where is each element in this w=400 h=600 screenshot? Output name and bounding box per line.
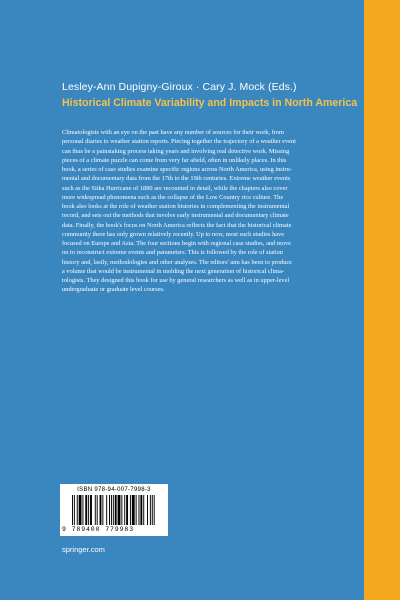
barcode-bar xyxy=(88,495,89,525)
barcode-bar xyxy=(143,495,144,525)
barcode-bar xyxy=(139,495,140,525)
barcode-bar xyxy=(154,495,155,525)
barcode-bar xyxy=(111,495,112,525)
blurb-line: undergraduate or graduate level courses. xyxy=(62,286,165,294)
blurb-line: can thus be a painstaking process taking years and involving real detective work. Missing xyxy=(62,147,290,155)
barcode-bar xyxy=(109,495,110,525)
blurb-line: book, a series of case studies examine specific regions across North America, using instru- xyxy=(62,166,292,173)
book-title: Historical Climate Variability and Impacts in North America xyxy=(62,97,358,109)
barcode-bar xyxy=(72,495,73,525)
barcode-bar xyxy=(136,495,137,525)
barcode xyxy=(60,484,168,536)
isbn-label: ISBN 978-94-007-7998-3 xyxy=(77,487,151,493)
barcode-bar xyxy=(97,495,98,525)
barcode-bar xyxy=(152,495,153,525)
blurb-line: more widespread phenomena such as the collapse of the Low Country rice culture. The xyxy=(62,193,284,201)
barcode-bar xyxy=(106,495,107,525)
barcode-bar xyxy=(74,495,75,525)
blurb-line: personal diaries to weather station reports. Piecing together the trajectory of a weather event xyxy=(62,138,296,146)
barcode-bar xyxy=(77,495,78,525)
blurb-line: Climatologists with an eye on the past have any number of sources for their work, from xyxy=(62,129,284,136)
barcode-bars xyxy=(72,495,158,525)
barcode-bar xyxy=(121,495,122,525)
blurb-line: a volume that would be instrumental in molding the next generation of historical clima- xyxy=(62,267,285,275)
barcode-bar xyxy=(102,495,103,525)
barcode-bar xyxy=(100,495,102,525)
spine-strip xyxy=(364,0,400,600)
barcode-bar xyxy=(82,495,83,525)
barcode-bar xyxy=(124,495,125,525)
blurb-line: tologists. They designed this book for use by general researchers as well as in upper-level xyxy=(62,277,290,284)
barcode-bar xyxy=(118,495,121,525)
blurb-line: data. Finally, the book's focus on North America reflects the fact that the historical climate xyxy=(62,221,292,229)
blurb-line: history and, lastly, methodologies and other analyses. The editors' aim has been to produce xyxy=(62,258,292,266)
barcode-bar xyxy=(115,495,117,525)
barcode-bar xyxy=(126,495,128,525)
barcode-bar xyxy=(90,495,92,525)
barcode-bar xyxy=(140,495,142,525)
ean-digits: 9 789400 779983 xyxy=(62,526,135,533)
blurb-line: pieces of a climate puzzle can come from very far afield, often in unlikely places. In this xyxy=(62,156,287,164)
blurb-line: mental and documentary data from the 17th to the 19th centuries. Extreme weather events xyxy=(62,175,291,183)
barcode-bar xyxy=(130,495,131,525)
blurb-line: book also looks at the role of weather station histories in complementing the instrumental xyxy=(62,203,290,210)
editors-line: Lesley-Ann Dupigny-Giroux · Cary J. Mock (Eds.) xyxy=(62,81,297,93)
blurb-line: focused on Europe and Asia. The four sections begin with regional case studies, and move xyxy=(62,240,291,247)
publisher-url[interactable]: springer.com xyxy=(62,545,105,554)
barcode-bar xyxy=(79,495,82,525)
barcode-bar xyxy=(95,495,96,525)
blurb-line: such as the Sitka Hurricane of 1880 are recounted in detail, while the chapters also cover xyxy=(62,184,288,192)
barcode-bar xyxy=(150,495,151,525)
barcode-bar xyxy=(132,495,135,525)
blurb-line: community there has only grown relatively recently. Up to now, most such studies have xyxy=(62,230,285,238)
blurb-line: on to reconstruct extreme events and parameters. This is followed by the role of station xyxy=(62,249,283,257)
blurb-text xyxy=(62,128,360,295)
barcode-bar xyxy=(113,495,114,525)
barcode-bar xyxy=(147,495,148,525)
blurb-line: record, and sets out the methods that involve early instrumental and documentary climate xyxy=(62,212,289,220)
barcode-bar xyxy=(85,495,87,525)
